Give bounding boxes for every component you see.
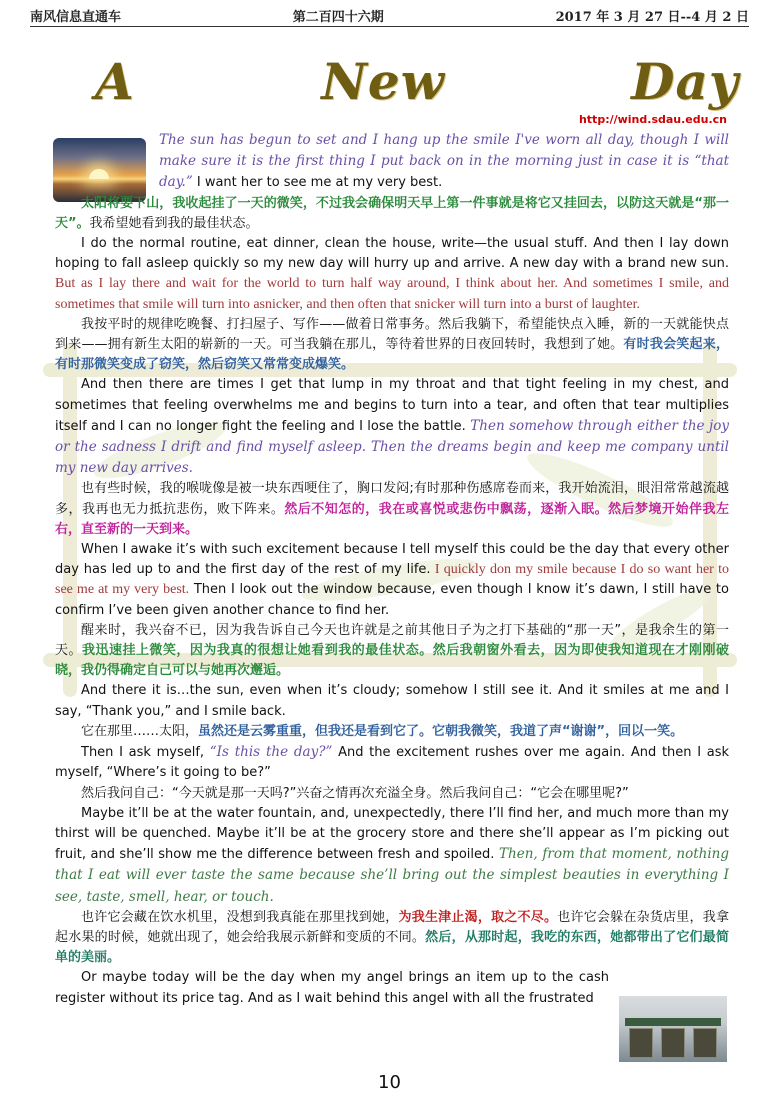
paragraph-2 — [55, 194, 729, 234]
p6-plain-text: 也有些时候，我的喉咙像是被一块东西哽住了，胸口发闷;有时那种伤感席卷而来，我开始流泪，眼泪常常越流越多，我再也无力抵抗悲伤，败下阵来。 — [55, 481, 729, 517]
p13-plain-text: Maybe it’ll be at the water fountain, and, unexpectedly, there I’ll find her, and much more than my thirst will be quenched. Maybe it’ll be at the grocery store and there she’ll appear as I’m picking out fruit, and she’ll show me the difference between fresh and spoiled. — [55, 805, 729, 863]
site-url-link[interactable]: http://wind.sdau.edu.cn — [578, 113, 727, 126]
p14-red-text: 为我生津止渴，取之不尽。 — [398, 909, 558, 925]
shop-window — [693, 1028, 717, 1058]
p3-serif-text: But as I lay there and wait for the world to turn half way around, I think about her. And sometimes I smile, and sometimes that smile will turn into asnicker, and then often that snicker will turn into a burst of laughter. — [55, 276, 729, 312]
paragraph-5 — [55, 375, 729, 479]
article-body — [55, 130, 729, 1009]
p1-script-text: The sun has begun to set and I hang up the smile I've worn all day, though I will make sure it is the first thing I put back on in the morning just in case it is “that day.” — [159, 132, 729, 191]
p14-teal-text: 然后，从那时起，我吃的东西，她都带出了它们最简单的美丽。 — [55, 929, 729, 966]
p13-serif-text: Then, from that moment, nothing that I eat will ever taste the same because she’ll bring out the simplest beauties in everything I see, taste, smell, hear, or touch. — [55, 846, 729, 905]
paragraph-3 — [55, 234, 729, 315]
p10-blue-text: 虽然还是云雾重重，但我还是看到它了。它朝我微笑，我道了声“谢谢”，回以一笑。 — [198, 723, 684, 739]
header-divider — [30, 26, 749, 27]
issue-number: 第二百四十六期 — [292, 9, 384, 25]
p11-plain-text-2: And the excitement rushes over me again. And then I ask myself, “Where’s it going to be?” — [55, 745, 730, 781]
p7-plain-text-1: When I awake it’s with such excitement because I tell myself this could be the day that every other day has led up to and the first day of the rest of my life. — [55, 542, 729, 578]
paragraph-4 — [55, 315, 729, 376]
title-word-a: A — [95, 52, 135, 111]
p4-blue-text: 有时我会笑起来，有时那微笑变成了窃笑，然后窃笑又常常变成爆笑。 — [55, 337, 729, 373]
p2-green-text: 太阳将要下山，我收起挂了一天的微笑，不过我会确保明天早上第一件事就是将它又挂回去，以防这天就是“那一天”。 — [55, 195, 729, 231]
paragraph-8 — [55, 621, 729, 682]
page-number: 10 — [378, 1072, 401, 1093]
p11-script-text: “Is this the day?” — [209, 744, 333, 761]
paragraph-6 — [55, 479, 729, 540]
p7-serif-text: I quickly don my smile because I do so want her to see me at my very best. — [55, 562, 729, 598]
p3-plain-text: I do the normal routine, eat dinner, clean the house, write—the usual stuff. And then I lay down hoping to fall asleep quickly so my new day will hurry up and arrive. A new day with a brand new sun. — [55, 236, 729, 272]
paragraph-11 — [55, 742, 729, 783]
publication-name: 南风信息直通车 — [30, 9, 122, 25]
p7-plain-text-2: Then I look out the window because, even though I know it’s dawn, I still have to confirm I’ve been given another chance to find her. — [55, 582, 729, 618]
p8-green-text: 我迅速挂上微笑，因为我真的很想让她看到我的最佳状态。然后我朝窗外看去，因为即使我知道现在才刚刚破晓，我仍得确定自己可以与她再次邂逅。 — [55, 643, 729, 679]
p12-plain-text: 然后我问自己：“今天就是那一天吗?”兴奋之情再次充溢全身。然后我问自己：“它会在哪里呢?” — [81, 785, 629, 801]
paragraph-12 — [55, 784, 729, 804]
page-header — [30, 4, 749, 26]
p9-plain-text: And there it is…the sun, even when it’s cloudy; somehow I still see it. And it smiles at me and I say, “Thank you,” and I smile back. — [55, 683, 729, 719]
paragraph-9 — [55, 681, 729, 721]
p15-plain-text: Or maybe today will be the day when my angel brings an item up to the cash register without its price tag. And as I wait behind this angel with all the frustrated — [55, 970, 609, 1006]
paragraph-14 — [55, 908, 729, 969]
paragraph-10 — [55, 722, 729, 742]
p14-plain-text-2: 也许它会躲在杂货店里，我拿起水果的时候，她就出现了，她会给我展示新鲜和变质的不同。 — [55, 909, 729, 945]
title-word-new: New — [321, 52, 445, 111]
p10-plain-text: 它在那里……太阳， — [81, 723, 199, 739]
p2-plain-text: 我希望她看到我的最佳状态。 — [89, 215, 259, 231]
p6-pink-text: 然后不知怎的，我在或喜悦或悲伤中飘荡，逐渐入眠。然后梦境开始伴我左右，直至新的一天到来。 — [55, 501, 729, 537]
p14-plain-text-1: 也许它会藏在饮水机里，没想到我真能在那里找到她， — [81, 909, 399, 925]
p4-plain-text: 我按平时的规律吃晚餐、打扫屋子、写作——做着日常事务。然后我躺下，希望能快点入睡，新的一天就能快点到来——拥有新生太阳的崭新的一天。可当我躺在那儿，等待着世界的日夜回转时，我想到了她。 — [55, 316, 729, 353]
paragraph-13 — [55, 804, 729, 908]
p11-plain-text-1: Then I ask myself, — [81, 745, 210, 761]
title-word-day: Day — [631, 52, 739, 111]
storefront-photo — [619, 996, 727, 1062]
p5-script-text: Then somehow through either the joy or the sadness I drift and find myself asleep. Then the dreams begin and keep me company until my new day arrives. — [55, 417, 729, 477]
p5-plain-text: And then there are times I get that lump in my throat and that tight feeling in my chest, and sometimes that feeling overwhelms me and begins to turn into a tear, and often that tear multiplies itself and I can no longer fight the feeling and I lose the battle. — [55, 377, 729, 434]
article-title — [95, 52, 739, 112]
issue-date: 2017 年 3 月 27 日--4 月 2 日 — [555, 9, 749, 25]
shop-window — [629, 1028, 653, 1058]
paragraph-7 — [55, 540, 729, 621]
shop-window — [661, 1028, 685, 1058]
p8-plain-text: 醒来时，我兴奋不已，因为我告诉自己今天也许就是之前其他日子为之打下基础的“那一天”，是我余生的第一天。 — [55, 622, 729, 659]
p1-plain-text: I want her to see me at my very best. — [192, 175, 443, 191]
shop-awning — [625, 1018, 721, 1026]
paragraph-1 — [55, 130, 729, 194]
